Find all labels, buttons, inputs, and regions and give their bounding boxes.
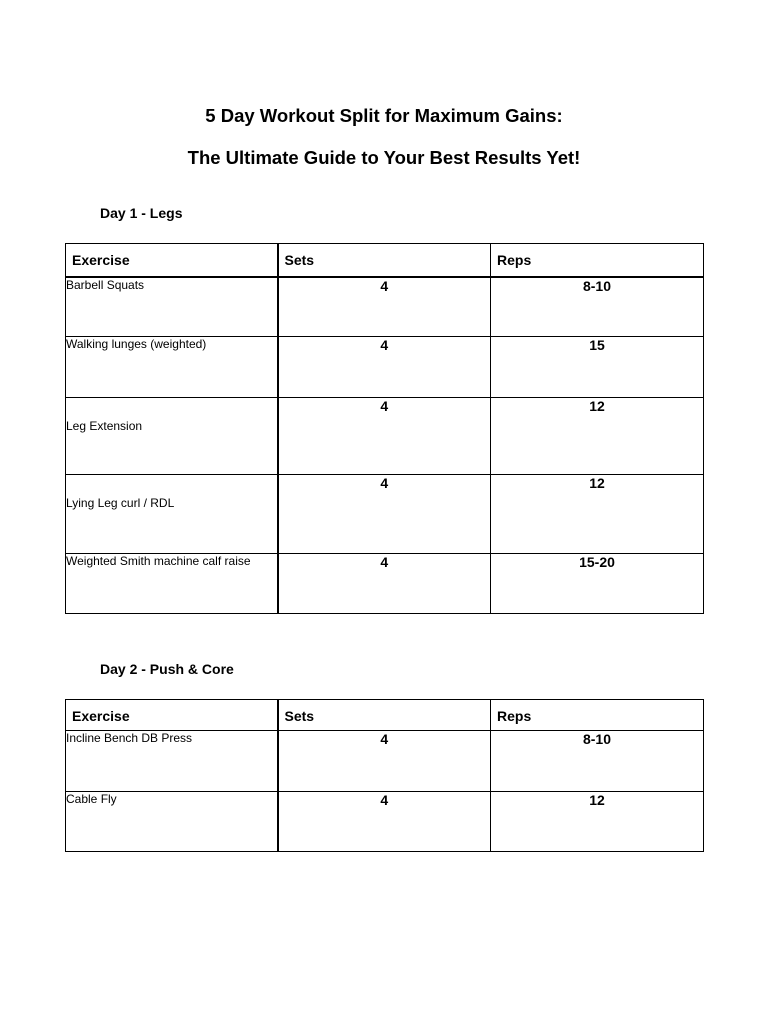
header-exercise: Exercise bbox=[66, 700, 278, 731]
exercise-cell: Lying Leg curl / RDL bbox=[66, 475, 278, 554]
table-header-row bbox=[66, 244, 704, 277]
day-1-table bbox=[65, 243, 704, 614]
reps-cell: 15-20 bbox=[491, 554, 704, 614]
day-1-heading: Day 1 - Legs bbox=[100, 205, 183, 221]
reps-cell: 12 bbox=[491, 475, 704, 554]
header-sets: Sets bbox=[278, 244, 491, 277]
sets-cell: 4 bbox=[278, 475, 491, 554]
reps-cell: 12 bbox=[491, 398, 704, 475]
table-row bbox=[66, 731, 704, 792]
sets-cell: 4 bbox=[278, 731, 491, 792]
exercise-cell: Walking lunges (weighted) bbox=[66, 337, 278, 398]
reps-cell: 12 bbox=[491, 792, 704, 852]
sets-cell: 4 bbox=[278, 277, 491, 337]
sets-cell: 4 bbox=[278, 337, 491, 398]
table-header-row bbox=[66, 700, 704, 731]
reps-cell: 15 bbox=[491, 337, 704, 398]
document-subtitle: The Ultimate Guide to Your Best Results Yet! bbox=[187, 147, 581, 168]
exercise-cell: Leg Extension bbox=[66, 398, 278, 475]
exercise-cell: Cable Fly bbox=[66, 792, 278, 852]
sets-cell: 4 bbox=[278, 398, 491, 475]
table-row bbox=[66, 475, 704, 554]
header-sets: Sets bbox=[278, 700, 491, 731]
reps-cell: 8-10 bbox=[491, 277, 704, 337]
sets-cell: 4 bbox=[278, 554, 491, 614]
sets-cell: 4 bbox=[278, 792, 491, 852]
table-row bbox=[66, 277, 704, 337]
day-2-heading: Day 2 - Push & Core bbox=[100, 661, 234, 677]
reps-cell: 8-10 bbox=[491, 731, 704, 792]
exercise-cell: Incline Bench DB Press bbox=[66, 731, 278, 792]
exercise-cell: Barbell Squats bbox=[66, 277, 278, 337]
table-row bbox=[66, 337, 704, 398]
header-reps: Reps bbox=[491, 244, 704, 277]
table-row bbox=[66, 554, 704, 614]
exercise-cell: Weighted Smith machine calf raise bbox=[66, 554, 278, 614]
header-exercise: Exercise bbox=[66, 244, 278, 277]
document-title: 5 Day Workout Split for Maximum Gains: bbox=[205, 105, 563, 126]
header-reps: Reps bbox=[491, 700, 704, 731]
table-row bbox=[66, 398, 704, 475]
day-2-table bbox=[65, 699, 704, 852]
table-row bbox=[66, 792, 704, 852]
